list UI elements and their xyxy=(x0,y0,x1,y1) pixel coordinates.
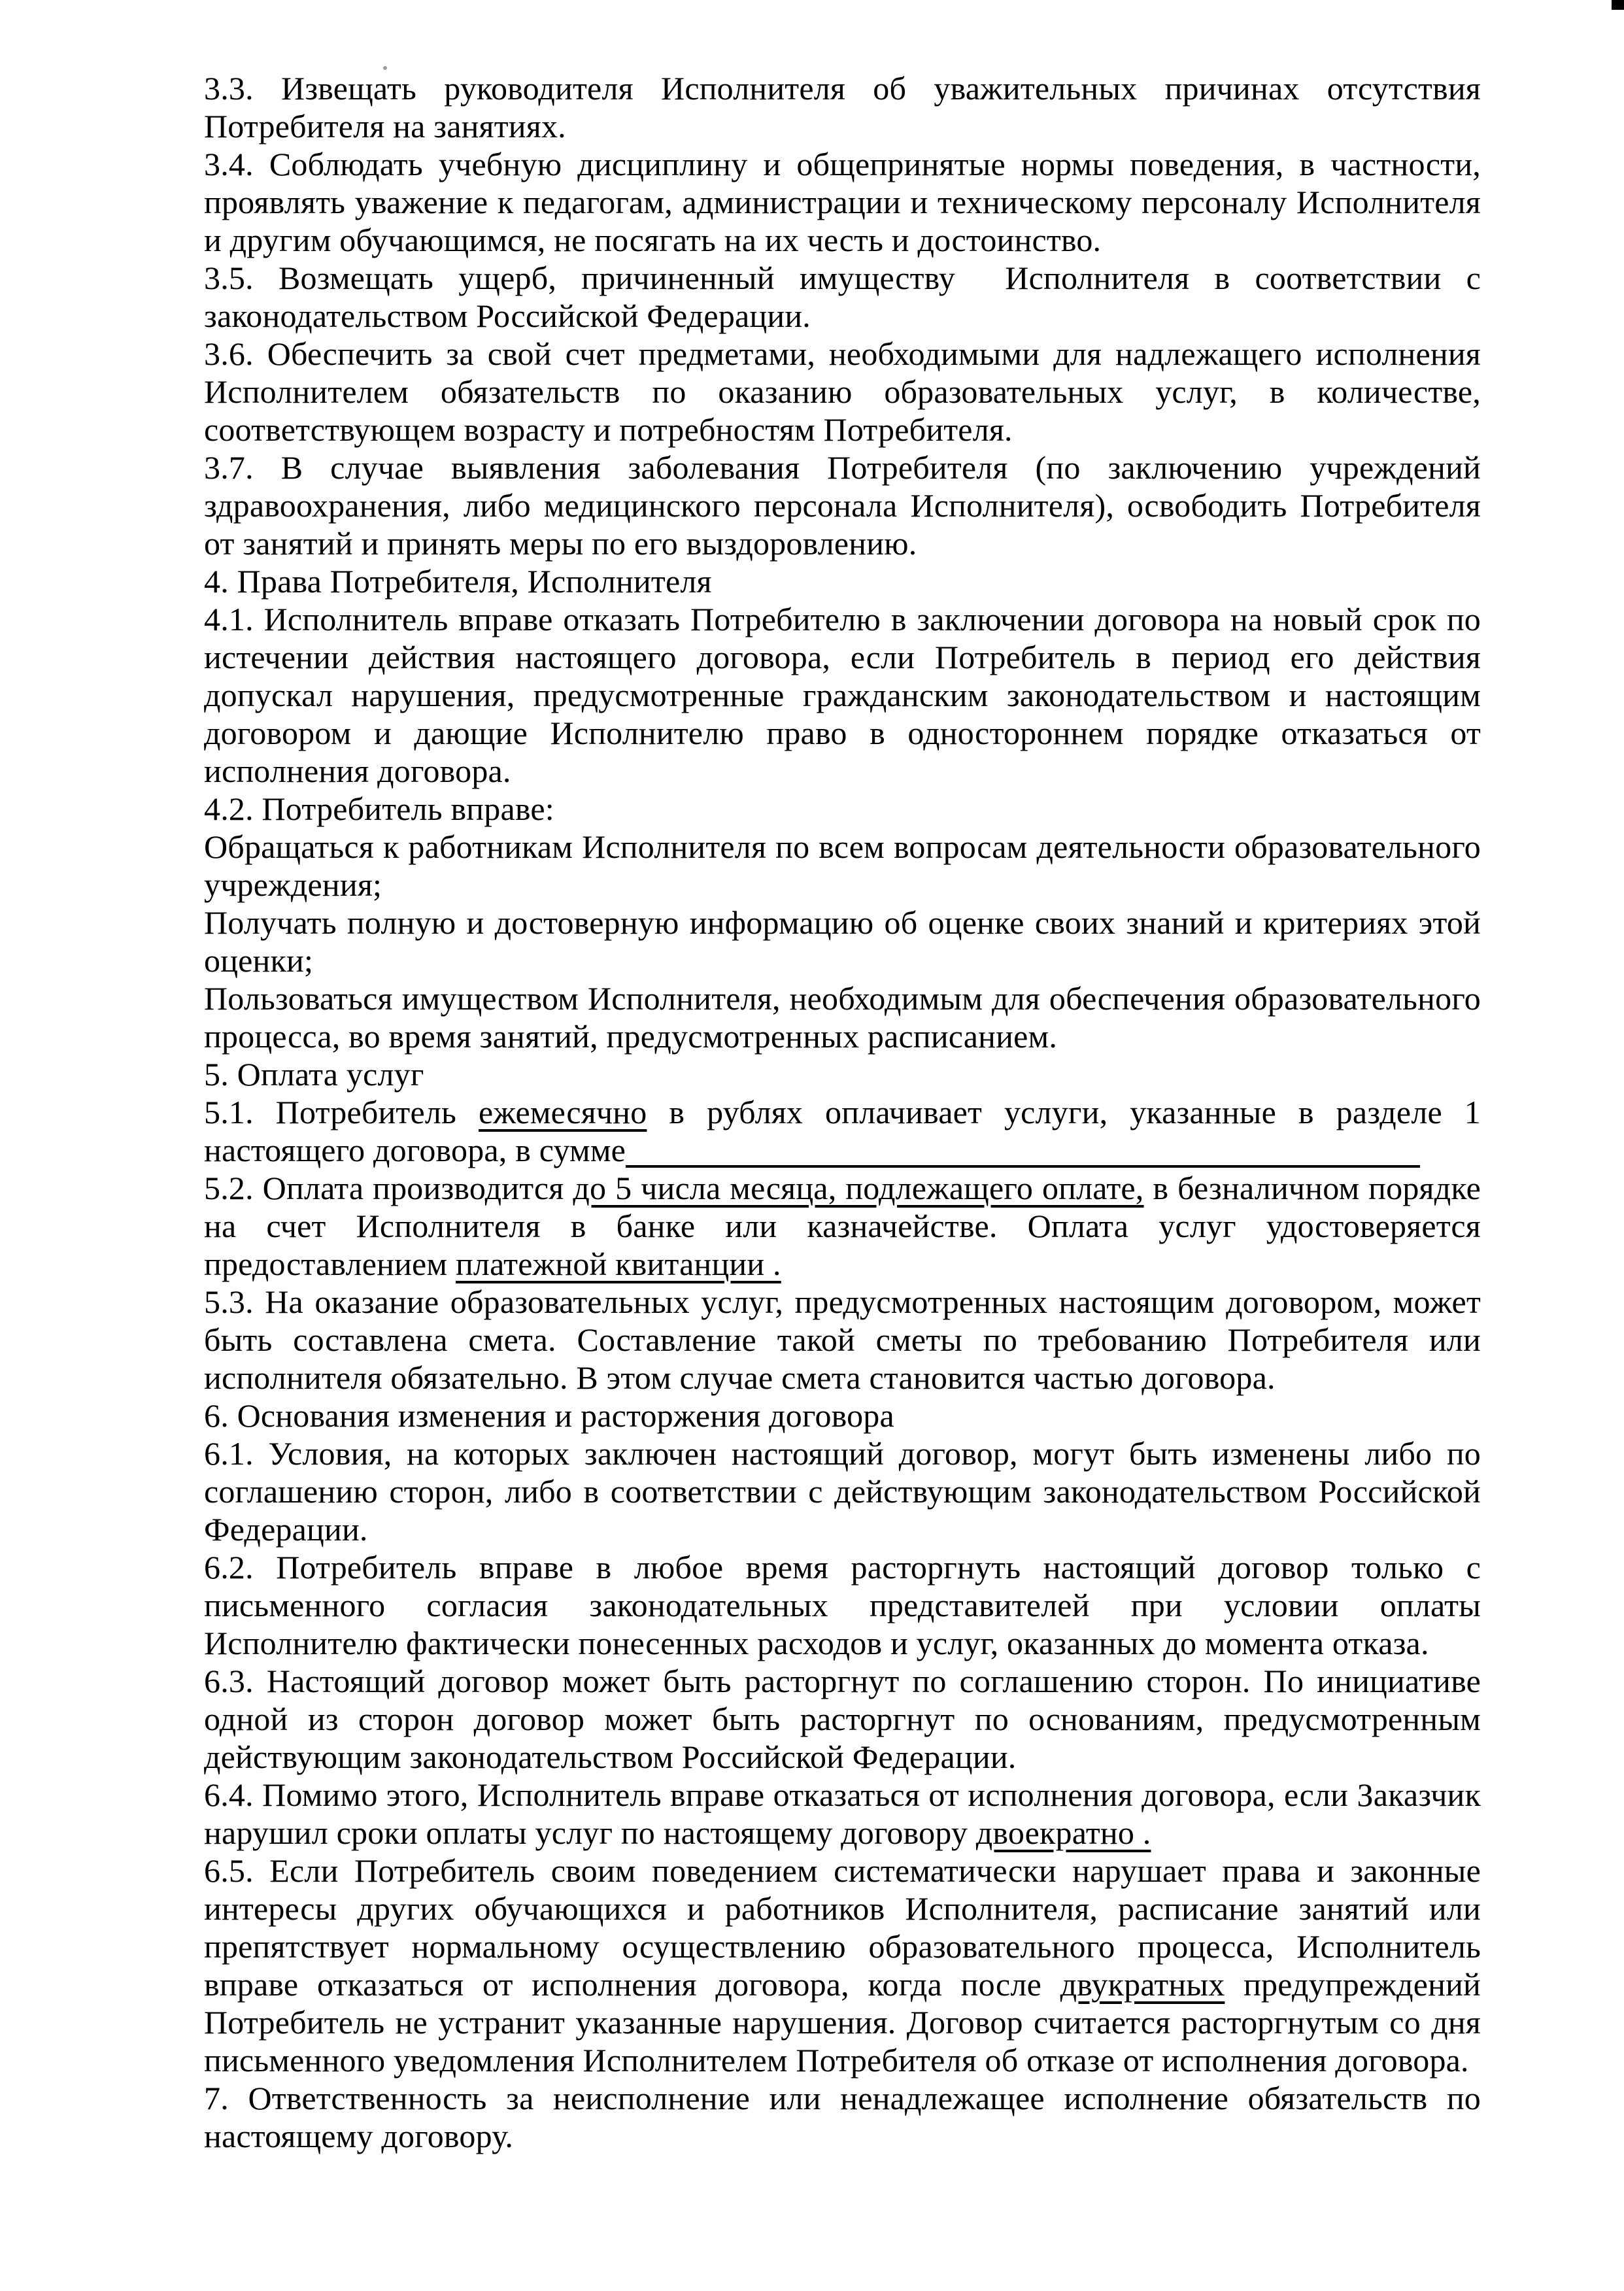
clause-5-2 xyxy=(204,1169,1481,1283)
text-segment: 6.3. Настоящий договор может быть расторгнут по соглашению сторон. По инициативе одной из сторон договор может быть расторгнут по основаниям, предусмотренным действующим законодательством Российской Федерации. xyxy=(204,1663,1481,1775)
text-segment: 3.3. Извещать руководителя Исполнителя об уважительных причинах отсутствия Потребителя на занятиях. xyxy=(204,70,1481,144)
clause-6-3 xyxy=(204,1662,1481,1776)
text-segment: 6.2. Потребитель вправе в любое время расторгнуть настоящий договор только с письменного согласия законодательных представителей при условии оплаты Исполнителю фактически понесенных расходов и услуг, оказанных до момента отказа. xyxy=(204,1549,1481,1661)
text-segment: 6.1. Условия, на которых заключен настоящий договор, могут быть изменены либо по соглашению сторон, либо в соответствии с действующим законодательством Российской Федерации. xyxy=(204,1435,1481,1548)
contract-text-block xyxy=(204,69,1481,2155)
text-segment: 6.4. Помимо этого, Исполнитель вправе отказаться от исполнения договора, если Заказчик нарушил сроки оплаты услуг по настоящему договору xyxy=(204,1776,1481,1851)
clause-3-5 xyxy=(204,259,1481,335)
clause-5-1 xyxy=(204,1093,1481,1169)
text-segment: в безналичном порядке на счет Исполнителя в банке или казначействе. Оплата услуг удостоверяется предоставлением xyxy=(204,1170,1481,1282)
section-5-heading xyxy=(204,1055,1481,1093)
underlined-text: двукратных xyxy=(1060,1966,1225,2003)
clause-6-5 xyxy=(204,1852,1481,2079)
text-segment: 4. Права Потребителя, Исполнителя xyxy=(204,563,712,600)
clause-4-2-item-1 xyxy=(204,828,1481,904)
clause-6-1 xyxy=(204,1434,1481,1548)
text-segment: 5. Оплата услуг xyxy=(204,1056,424,1093)
text-segment: 5.2. Оплата производится xyxy=(204,1170,573,1206)
text-segment: 3.5. Возмещать ущерб, причиненный имуществу Исполнителя в соответствии с законодательством Российской Федерации. xyxy=(204,260,1481,334)
clause-4-2-item-2 xyxy=(204,904,1481,979)
text-segment: 5.3. На оказание образовательных услуг, предусмотренных настоящим договором, может быть составлена смета. Составление такой сметы по требованию Потребителя или исполнителя обязательно. В этом случае смета становится частью договора. xyxy=(204,1283,1481,1396)
clause-3-4 xyxy=(204,145,1481,259)
clause-5-3 xyxy=(204,1283,1481,1397)
text-segment: Обращаться к работникам Исполнителя по всем вопросам деятельности образовательного учреждения; xyxy=(204,828,1481,903)
text-segment: Пользоваться имуществом Исполнителя, необходимым для обеспечения образовательного процесса, во время занятий, предусмотренных расписанием. xyxy=(204,980,1481,1055)
text-segment: 3.4. Соблюдать учебную дисциплину и общепринятые нормы поведения, в частности, проявлять уважение к педагогам, администрации и техническому персоналу Исполнителя и другим обучающимся, не посягать на их честь и достоинство. xyxy=(204,146,1481,258)
text-segment: 4.2. Потребитель вправе: xyxy=(204,790,554,827)
section-4-heading xyxy=(204,562,1481,600)
section-6-heading xyxy=(204,1397,1481,1434)
clause-3-6 xyxy=(204,335,1481,449)
text-segment: в рублях оплачивает услуги, указанные в разделе 1 настоящего договора, в сумме xyxy=(204,1094,1481,1168)
clause-3-3 xyxy=(204,69,1481,145)
section-7-heading xyxy=(204,2079,1481,2155)
underlined-text: двоекратно . xyxy=(975,1814,1151,1851)
clause-6-4 xyxy=(204,1776,1481,1852)
text-segment: 6.5. Если Потребитель своим поведением систематически нарушает права и законные интересы других обучающихся и работников Исполнителя, расписание занятий или препятствует нормальному осуществлению образовательного процесса, Исполнитель вправе отказаться от исполнения договора, когда после xyxy=(204,1852,1481,2003)
text-segment: 3.6. Обеспечить за свой счет предметами, необходимыми для надлежащего исполнения Исполнителем обязательств по оказанию образовательных услуг, в количестве, соответствующем возрасту и потребностям Потребителя. xyxy=(204,335,1481,448)
underlined-text: ежемесячно xyxy=(478,1094,647,1130)
text-segment: 6. Основания изменения и расторжения договора xyxy=(204,1397,894,1434)
clause-3-7 xyxy=(204,449,1481,562)
clause-4-2 xyxy=(204,790,1481,828)
scan-artifact-corner-mark xyxy=(1612,0,1624,10)
underlined-text: до 5 числа месяца, подлежащего оплате, xyxy=(573,1170,1144,1206)
text-segment: 4.1. Исполнитель вправе отказать Потребителю в заключении договора на новый срок по истечении действия настоящего договора, если Потребитель в период его действия допускал нарушения, предусмотренные гражданским законодательством и настоящим договором и дающие Исполнителю право в одностороннем порядке отказаться от исполнения договора. xyxy=(204,601,1481,789)
clause-6-2 xyxy=(204,1548,1481,1662)
clause-4-2-item-3 xyxy=(204,979,1481,1055)
text-segment: Получать полную и достоверную информацию об оценке своих знаний и критериях этой оценки; xyxy=(204,904,1481,979)
underlined-text: платежной квитанции . xyxy=(455,1246,781,1282)
text-segment: 3.7. В случае выявления заболевания Потребителя (по заключению учреждений здравоохранения, либо медицинского персонала Исполнителя), освободить Потребителя от занятий и принять меры по его выздоровлению. xyxy=(204,449,1481,562)
sum-blank-line xyxy=(626,1155,1420,1168)
text-segment: 5.1. Потребитель xyxy=(204,1094,479,1130)
text-segment: 7. Ответственность за неисполнение или ненадлежащее исполнение обязательств по настоящему договору. xyxy=(204,2080,1481,2154)
clause-4-1 xyxy=(204,600,1481,790)
text-segment: предупреждений Потребитель не устранит указанные нарушения. Договор считается расторгнутым со дня письменного уведомления Исполнителем Потребителя об отказе от исполнения договора. xyxy=(204,1966,1481,2079)
